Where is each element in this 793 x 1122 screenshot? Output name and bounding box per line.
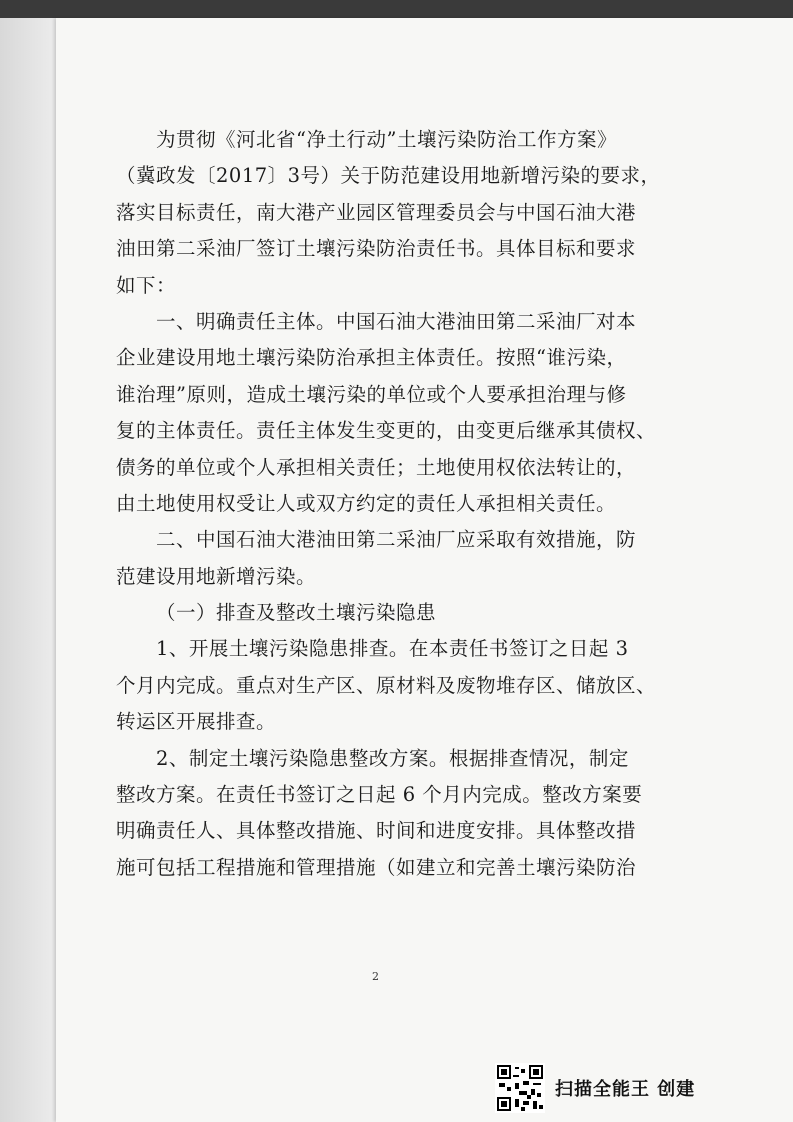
text-line: 转运区开展排查。 xyxy=(116,710,277,734)
text-line: 为贯彻《河北省“净土行动”土壤污染防治工作方案》 xyxy=(156,128,617,151)
text-line: 如下： xyxy=(116,273,177,297)
text-line: 二、中国石油大港油田第二采油厂应采取有效措施，防 xyxy=(156,528,637,552)
text-line: 企业建设用地土壤污染防治承担主体责任。按照“谁污染， xyxy=(116,346,627,370)
text-line: 复的主体责任。责任主体发生变更的，由变更后继承其债权、 xyxy=(116,419,657,443)
text-line: 个月内完成。重点对生产区、原材料及废物堆存区、储放区、 xyxy=(116,673,657,697)
text-line: 谁治理”原则，造成土壤污染的单位或个人要承担治理与修 xyxy=(116,382,627,406)
text-line: 施可包括工程措施和管理措施（如建立和完善土壤污染防治 xyxy=(116,855,637,879)
text-line: 由土地使用权受让人或双方约定的责任人承担相关责任。 xyxy=(116,491,617,515)
section-heading: （一）排查及整改土壤污染隐患 xyxy=(156,601,437,625)
text-line: 油田第二采油厂签订土壤污染防治责任书。具体目标和要求 xyxy=(116,237,637,261)
scanner-left-edge xyxy=(0,18,56,1122)
text-line: 整改方案。在责任书签订之日起 6 个月内完成。整改方案要 xyxy=(116,783,643,807)
document-body xyxy=(116,122,661,886)
text-line: 2、制定土壤污染隐患整改方案。根据排查情况，制定 xyxy=(156,746,629,770)
text-line: 明确责任人、具体整改措施、时间和进度安排。具体整改措 xyxy=(116,819,637,843)
qr-code-icon xyxy=(495,1063,545,1113)
text-line: 1、开展土壤污染隐患排查。在本责任书签订之日起 3 xyxy=(156,637,629,661)
text-line: （冀政发〔2017〕3号）关于防范建设用地新增污染的要求， xyxy=(116,164,661,188)
text-line: 落实目标责任，南大港产业园区管理委员会与中国石油大港 xyxy=(116,200,637,224)
watermark-text: 扫描全能王 创建 xyxy=(555,1079,696,1100)
text-line: 一、明确责任主体。中国石油大港油田第二采油厂对本 xyxy=(156,309,637,333)
scanner-watermark xyxy=(495,1060,695,1116)
page-number: 2 xyxy=(372,970,379,983)
scanner-top-edge xyxy=(0,0,793,18)
text-line: 范建设用地新增污染。 xyxy=(116,564,317,588)
text-line: 债务的单位或个人承担相关责任；土地使用权依法转让的， xyxy=(116,455,637,479)
